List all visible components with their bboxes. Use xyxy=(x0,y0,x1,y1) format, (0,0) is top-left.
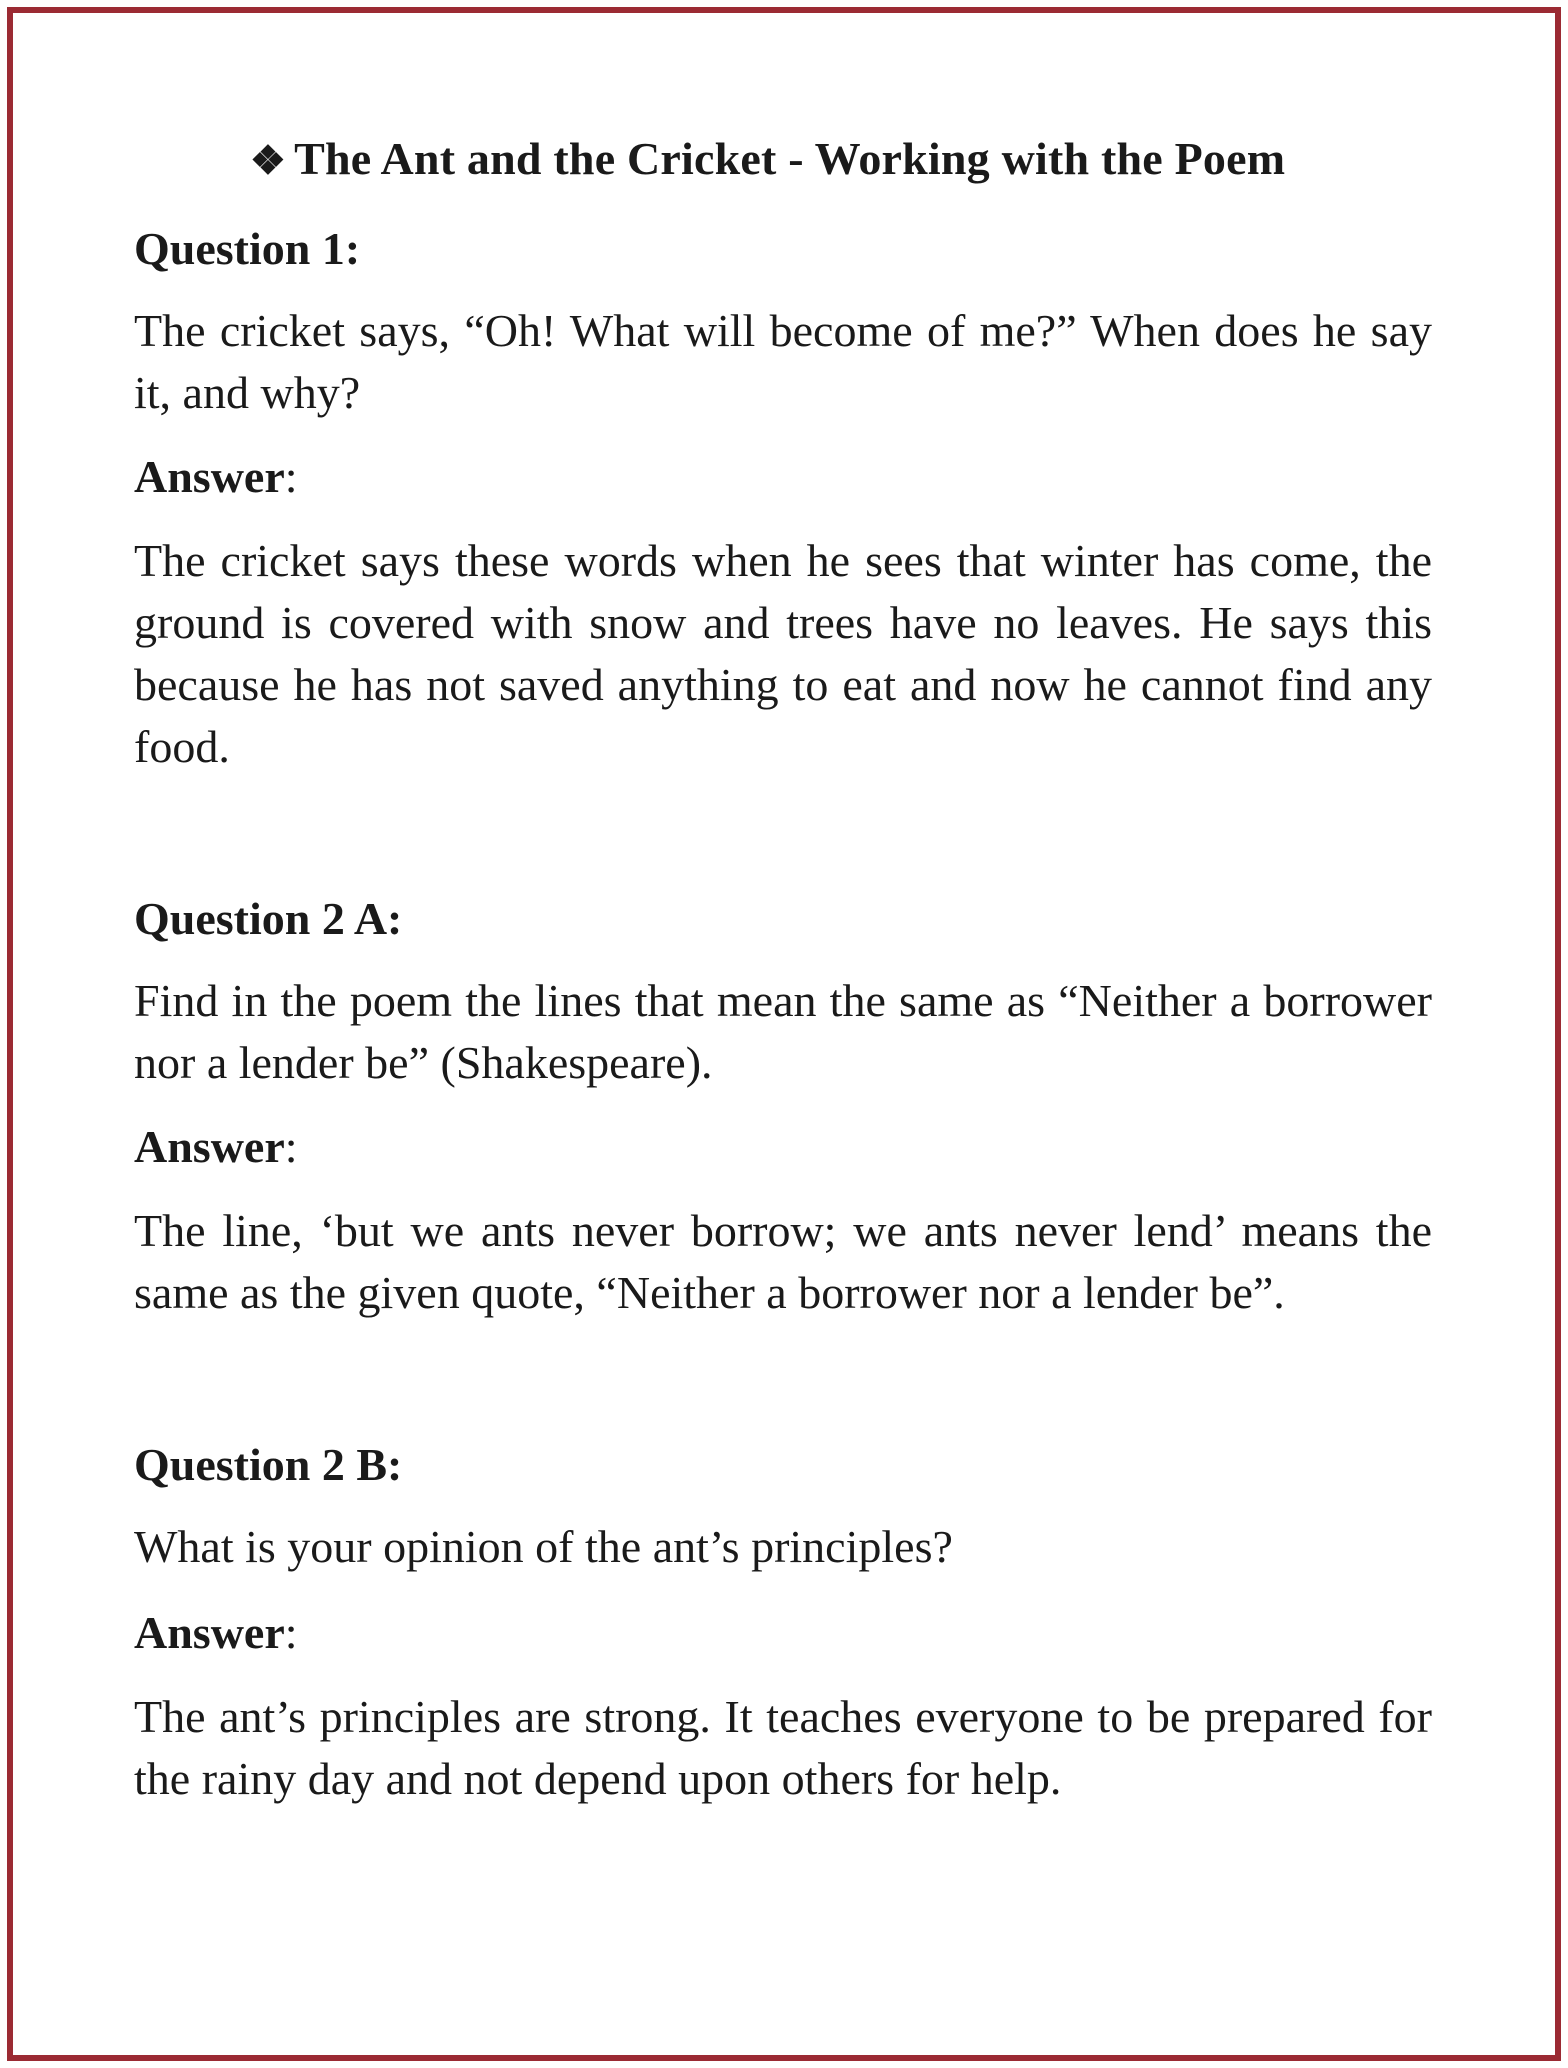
answer-2a-text: The line, ‘but we ants never borrow; we ants never lend’ means the same as the given quote, “Neither a borrower nor a lender be”. xyxy=(134,1205,1432,1318)
answer-1-colon: : xyxy=(284,451,298,502)
page-title xyxy=(250,132,1285,185)
answer-2a-heading xyxy=(134,1120,298,1173)
answer-2b-colon: : xyxy=(284,1607,298,1658)
question-1-text: The cricket says, “Oh! What will become of me?” When does he say it, and why? xyxy=(134,305,1432,418)
answer-2a-colon: : xyxy=(284,1121,298,1172)
question-1-label: Question 1: xyxy=(134,223,361,274)
answer-2a-label: Answer xyxy=(134,1121,285,1172)
answer-2b-heading xyxy=(134,1606,298,1659)
diamond-bullet-icon: ❖ xyxy=(250,138,287,183)
answer-2b-text: The ant’s principles are strong. It teaches everyone to be prepared for the rainy day and not depend upon others for help. xyxy=(134,1691,1432,1804)
answer-2b-label: Answer xyxy=(134,1607,285,1658)
question-2a-label: Question 2 A: xyxy=(134,893,403,944)
page-title-text: The Ant and the Cricket - Working with the Poem xyxy=(294,133,1286,184)
question-2a-text: Find in the poem the lines that mean the same as “Neither a borrower nor a lender be” (Shakespeare). xyxy=(134,975,1432,1088)
answer-1-heading xyxy=(134,450,298,503)
answer-1-label: Answer xyxy=(134,451,285,502)
answer-1-text: The cricket says these words when he sees that winter has come, the ground is covered with snow and trees have no leaves. He says this because he has not saved anything to eat and now he cannot find any food. xyxy=(134,535,1432,772)
question-2b-text: What is your opinion of the ant’s principles? xyxy=(134,1521,953,1572)
question-2b-label: Question 2 B: xyxy=(134,1439,403,1490)
